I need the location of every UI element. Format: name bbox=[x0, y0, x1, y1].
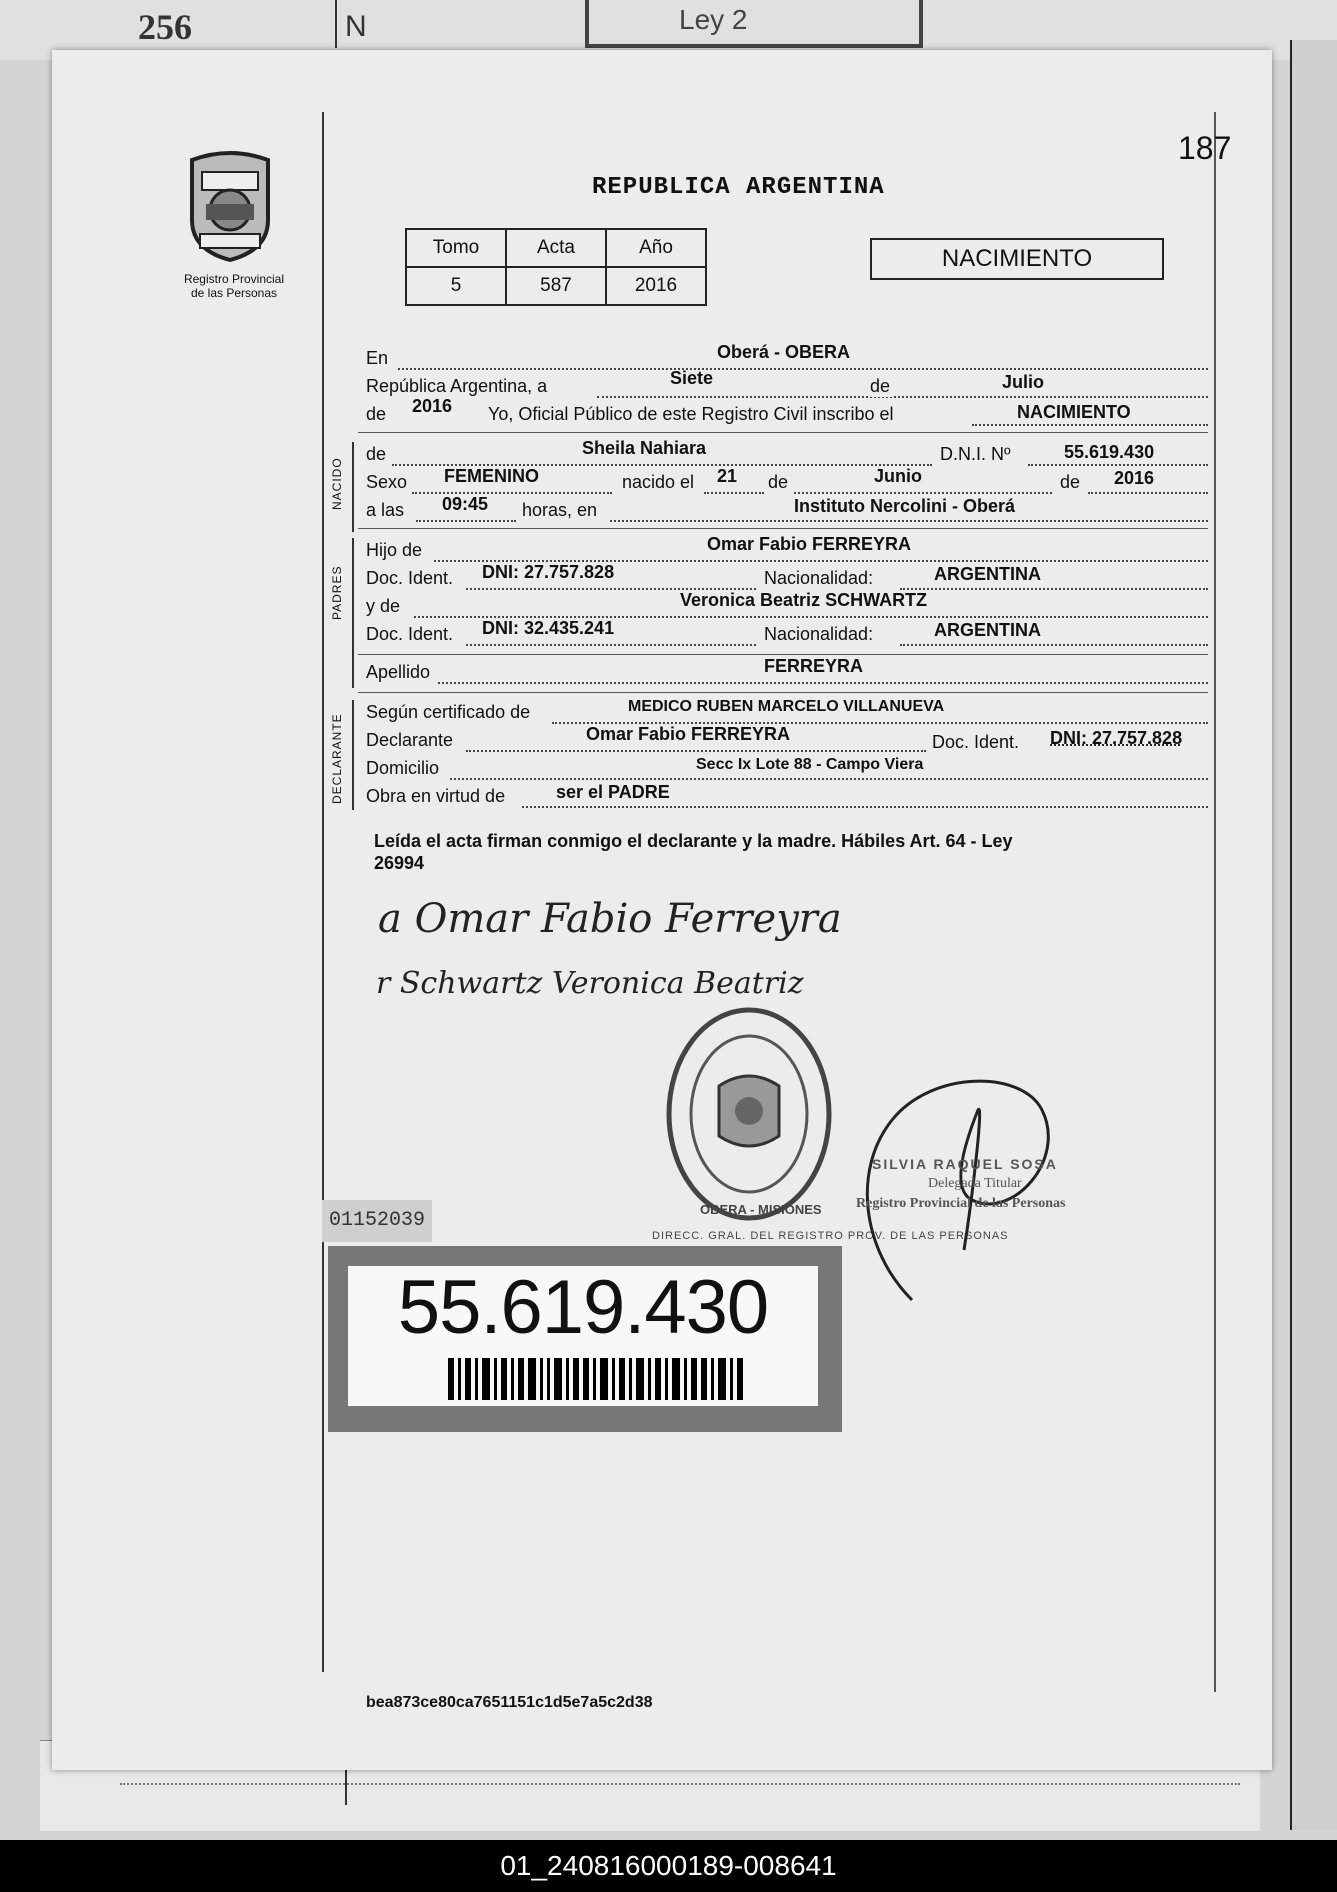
republica-label: República Argentina, a bbox=[366, 376, 548, 396]
id-label-inner bbox=[348, 1266, 818, 1406]
rule bbox=[358, 654, 1208, 655]
left-margin-rule bbox=[322, 112, 324, 1672]
rule bbox=[358, 528, 1208, 529]
padres-section-label: PADRES bbox=[330, 565, 344, 620]
seal-icon bbox=[664, 1006, 834, 1222]
apellido-label: Apellido bbox=[366, 662, 431, 682]
declarante-label: Declarante bbox=[366, 730, 454, 750]
official-registry: Registro Provincial de las Personas bbox=[856, 1196, 1066, 1211]
document-hash: bea873ce80ca7651151c1d5e7a5c2d38 bbox=[366, 1694, 653, 1711]
registry-name-line1: Registro Provincial bbox=[183, 272, 285, 286]
certificado-label: Según certificado de bbox=[366, 702, 531, 722]
dots bbox=[398, 368, 1208, 370]
id-label bbox=[328, 1246, 842, 1432]
de-label: de bbox=[768, 472, 789, 492]
alas-label: a las bbox=[366, 500, 405, 520]
horas-label: horas, en bbox=[522, 500, 598, 520]
dots bbox=[416, 520, 516, 522]
nacionalidad-label: Nacionalidad: bbox=[764, 568, 874, 588]
dots bbox=[794, 492, 1052, 494]
official-role: Delegada Titular bbox=[928, 1176, 1022, 1191]
sexo-label: Sexo bbox=[366, 472, 408, 492]
seal-center-text: OBERA - MISIONES bbox=[700, 1202, 822, 1217]
child-name-value: Sheila Nahiara bbox=[582, 438, 707, 458]
doc-label: Doc. Ident. bbox=[366, 624, 454, 644]
oficial-text: Yo, Oficial Público de este Registro Civil inscribo el bbox=[488, 404, 894, 424]
page-number: 187 bbox=[1178, 130, 1232, 166]
divider bbox=[335, 0, 337, 48]
year-value: 2016 bbox=[412, 396, 453, 416]
father-name-value: Omar Fabio FERREYRA bbox=[707, 534, 912, 554]
declarante-doc-value: DNI: 27.757.828 bbox=[1050, 728, 1183, 748]
right-margin-rule bbox=[1214, 112, 1216, 1692]
adjacent-page bbox=[1290, 40, 1337, 1830]
registry-name-line2: de las Personas bbox=[190, 286, 278, 300]
doc-label: Doc. Ident. bbox=[932, 732, 1020, 752]
dots bbox=[450, 778, 1208, 780]
section-bracket bbox=[352, 700, 354, 810]
document-title: REPUBLICA ARGENTINA bbox=[592, 174, 885, 201]
section-bracket bbox=[352, 442, 354, 532]
ley-stamp bbox=[585, 0, 923, 48]
header-acta: Acta bbox=[506, 229, 606, 267]
en-label: En bbox=[366, 348, 389, 368]
rule bbox=[358, 432, 1208, 433]
de-label: de bbox=[366, 404, 387, 424]
section-bracket bbox=[352, 538, 354, 688]
day-value: Siete bbox=[670, 368, 714, 388]
de-label: de bbox=[1060, 472, 1081, 492]
birth-time-value: 09:45 bbox=[442, 494, 489, 514]
dots bbox=[1028, 464, 1208, 466]
dots bbox=[438, 682, 1208, 684]
obra-label: Obra en virtud de bbox=[366, 786, 506, 806]
month-value: Julio bbox=[1002, 372, 1045, 392]
obra-value: ser el PADRE bbox=[556, 782, 670, 802]
value-tomo: 5 bbox=[406, 267, 506, 305]
nacido-section-label: NACIDO bbox=[330, 457, 344, 510]
declarante-value: Omar Fabio FERREYRA bbox=[586, 724, 791, 744]
city-value: Oberá - OBERA bbox=[717, 342, 851, 362]
de-label: de bbox=[366, 444, 387, 464]
birth-day-value: 21 bbox=[717, 466, 738, 486]
record-type-box: NACIMIENTO bbox=[870, 238, 1164, 280]
closing-text bbox=[374, 830, 1194, 874]
yde-label: y de bbox=[366, 596, 401, 616]
id-number: 55.619.430 bbox=[397, 1265, 769, 1350]
control-sticker: 01152039 bbox=[322, 1200, 432, 1242]
tomo-acta-table bbox=[405, 228, 707, 306]
nacionalidad-label: Nacionalidad: bbox=[764, 624, 874, 644]
dots bbox=[704, 492, 764, 494]
header-anio: Año bbox=[606, 229, 706, 267]
birth-month-value: Junio bbox=[874, 466, 922, 486]
inscribo-value: NACIMIENTO bbox=[1017, 402, 1131, 422]
father-signature: a Omar Fabio Ferreyra bbox=[378, 896, 842, 942]
dots bbox=[610, 520, 1208, 522]
mother-signature: r Schwartz Veronica Beatriz bbox=[376, 966, 804, 1001]
registry-name bbox=[164, 272, 304, 300]
emblem-icon bbox=[182, 150, 278, 262]
seal-ring-text: DIRECC. GRAL. DEL REGISTRO PROV. DE LAS PERSONAS bbox=[652, 1230, 1009, 1242]
mother-nationality-value: ARGENTINA bbox=[934, 620, 1041, 640]
barcode-icon bbox=[448, 1358, 758, 1400]
dots bbox=[900, 644, 1208, 646]
birth-year-value: 2016 bbox=[1114, 468, 1155, 488]
closing-line1: Leída el acta firman conmigo el declarante y la madre. Hábiles Art. 64 - Ley bbox=[374, 831, 1013, 851]
header-tomo: Tomo bbox=[406, 229, 506, 267]
sexo-value: FEMENINO bbox=[444, 466, 540, 486]
dni-label: D.N.I. Nº bbox=[940, 444, 1011, 464]
nacido-label: nacido el bbox=[622, 472, 695, 492]
under-sheet-dots bbox=[120, 1783, 1240, 1785]
official-name: SILVIA RAQUEL SOSA bbox=[872, 1156, 1058, 1172]
dots bbox=[597, 396, 1208, 398]
father-nationality-value: ARGENTINA bbox=[934, 564, 1041, 584]
domicilio-label: Domicilio bbox=[366, 758, 440, 778]
child-dni-value: 55.619.430 bbox=[1064, 442, 1155, 462]
mother-doc-value: DNI: 32.435.241 bbox=[482, 618, 615, 638]
domicilio-value: Secc Ix Lote 88 - Campo Viera bbox=[696, 756, 924, 773]
mother-name-value: Veronica Beatriz SCHWARTZ bbox=[680, 590, 928, 610]
folio-number: 256 bbox=[138, 7, 192, 47]
value-acta: 587 bbox=[506, 267, 606, 305]
dots bbox=[466, 644, 756, 646]
closing-line2: 26994 bbox=[374, 853, 425, 873]
certificado-value: MEDICO RUBEN MARCELO VILLANUEVA bbox=[628, 698, 945, 715]
dots bbox=[522, 806, 1208, 808]
ley-stamp-text: Ley 2 bbox=[679, 4, 748, 35]
birth-certificate-page bbox=[52, 50, 1272, 1770]
registry-seal bbox=[664, 1006, 834, 1222]
dots bbox=[1088, 492, 1208, 494]
misiones-emblem bbox=[182, 150, 278, 262]
father-doc-value: DNI: 27.757.828 bbox=[482, 562, 615, 582]
corner-mark: N bbox=[345, 10, 367, 43]
dots bbox=[900, 588, 1208, 590]
doc-label: Doc. Ident. bbox=[366, 568, 454, 588]
declarante-section-label: DECLARANTE bbox=[330, 713, 344, 804]
rule bbox=[358, 692, 1208, 693]
apellido-value: FERREYRA bbox=[764, 656, 864, 676]
value-anio: 2016 bbox=[606, 267, 706, 305]
birth-place-value: Instituto Nercolini - Oberá bbox=[794, 496, 1016, 516]
hijo-label: Hijo de bbox=[366, 540, 423, 560]
dots bbox=[466, 750, 926, 752]
dots bbox=[972, 424, 1208, 426]
de-label: de bbox=[870, 376, 891, 396]
scan-footer-code: 01_240816000189-008641 bbox=[0, 1840, 1337, 1892]
